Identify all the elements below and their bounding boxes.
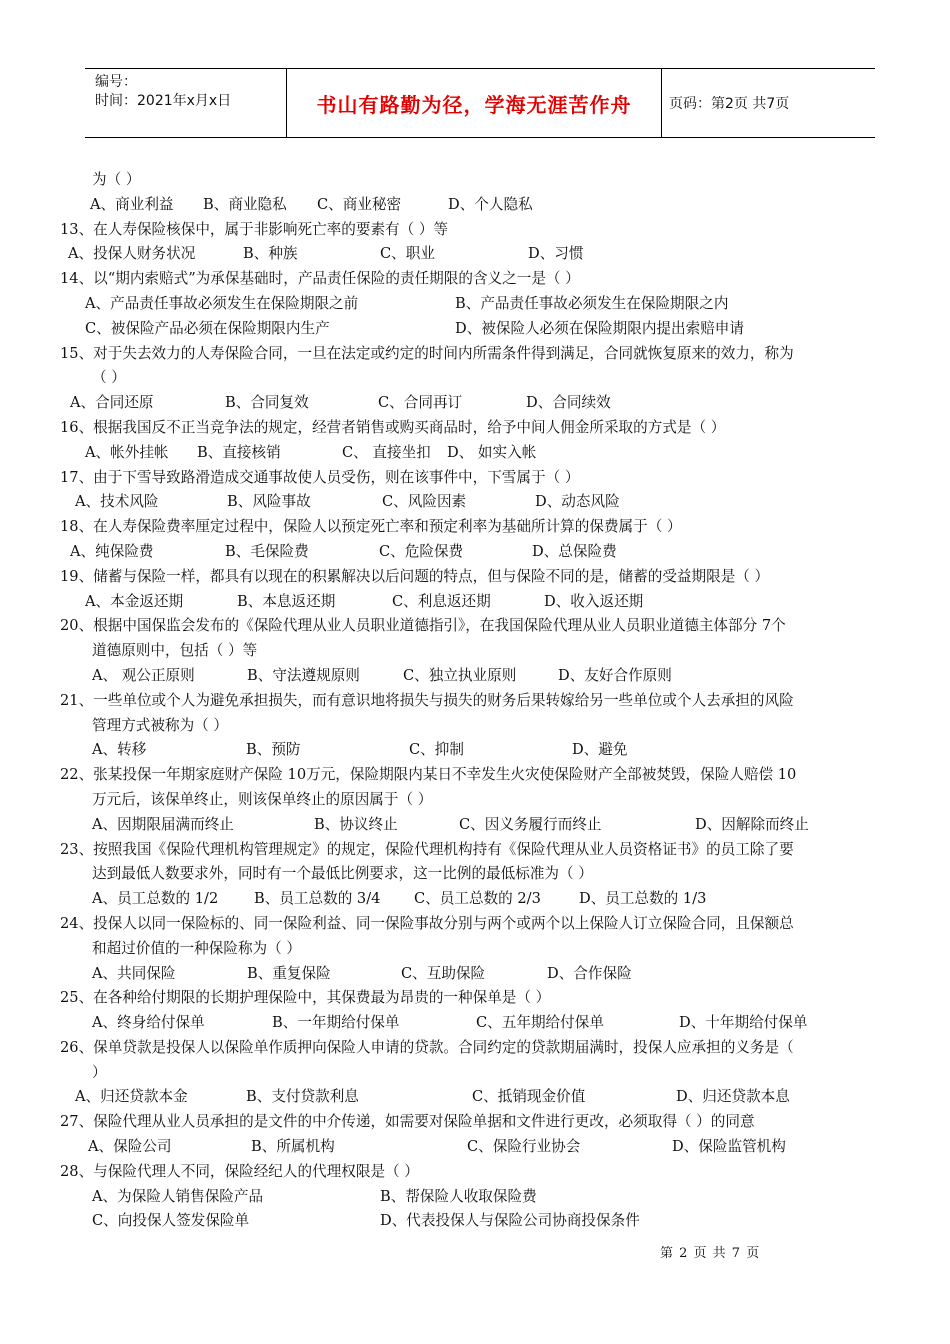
question-number: 18、 <box>60 518 94 536</box>
option-b: B、支付贷款利息 <box>246 1088 359 1106</box>
question-number: 21、 <box>60 691 94 709</box>
question-item <box>60 416 908 466</box>
option-d: D、归还贷款本息 <box>676 1088 790 1106</box>
question-item <box>60 763 908 837</box>
option-b: B、产品责任事故必须发生在保险期限之内 <box>455 294 729 312</box>
document-number-label: 编号： <box>95 74 137 90</box>
option-c: C、商业秘密 <box>317 195 402 213</box>
question-text-continuation: 万元后，该保单终止，则该保单终止的原因属于（ ） <box>92 790 433 808</box>
option-row <box>60 1011 908 1036</box>
option-d: D、合同续效 <box>526 394 611 412</box>
question-stem <box>60 342 908 367</box>
question-text: 根据我国反不正当竞争法的规定，经营者销售或购买商品时，给予中间人佣金所采取的方式是（ ） <box>93 418 726 436</box>
option-b: B、商业隐私 <box>203 195 287 213</box>
option-b: B、帮保险人收取保险费 <box>380 1187 537 1205</box>
question-number: 15、 <box>60 344 94 362</box>
option-row <box>60 540 908 565</box>
page-header <box>85 68 875 138</box>
option-c: C、抑制 <box>409 741 464 759</box>
option-b: B、风险事故 <box>227 493 311 511</box>
question-continuation-text: 为（ ） <box>92 171 141 188</box>
question-number: 20、 <box>60 617 94 635</box>
question-number: 23、 <box>60 840 94 858</box>
question-stem <box>60 912 908 937</box>
question-number: 22、 <box>60 766 94 784</box>
option-c: C、被保险产品必须在保险期限内生产 <box>85 319 330 337</box>
option-a: A、产品责任事故必须发生在保险期限之前 <box>85 294 359 312</box>
question-text: 由于下雪导致路滑造成交通事故使人员受伤，则在该事件中，下雪属于（ ） <box>93 468 580 486</box>
option-c: C、独立执业原则 <box>403 666 517 684</box>
question-stem <box>60 416 908 441</box>
question-text: 张某投保一年期家庭财产保险 10万元，保险期限内某日不幸发生火灾使保险财产全部被焚毁，保险人赔偿 10 <box>93 766 797 784</box>
question-number: 13、 <box>60 220 94 238</box>
option-c: C、五年期给付保单 <box>476 1014 604 1032</box>
option-c: C、职业 <box>380 245 435 263</box>
question-stem <box>60 1110 908 1135</box>
question-item <box>60 614 908 688</box>
question-number: 24、 <box>60 914 94 932</box>
question-stem <box>60 763 908 788</box>
option-d: D、代表投保人与保险公司协商投保条件 <box>380 1212 640 1230</box>
question-number: 19、 <box>60 567 94 585</box>
question-text: 一些单位或个人为避免承担损失，而有意识地将损失与损失的财务后果转嫁给另一些单位或个人去承担的风险 <box>93 691 794 709</box>
question-number: 25、 <box>60 989 94 1007</box>
question-item <box>60 342 908 416</box>
header-left-cell <box>85 69 285 137</box>
question-text: 在人寿保险核保中，属于非影响死亡率的要素有（ ）等 <box>93 220 449 238</box>
option-a: A、为保险人销售保险产品 <box>92 1187 264 1205</box>
question-list <box>60 168 908 1234</box>
option-a: A、 观公正原则 <box>92 666 195 684</box>
option-row <box>60 441 908 466</box>
option-b: B、所属机构 <box>251 1138 335 1156</box>
question-12-continuation <box>60 168 908 218</box>
question-stem <box>60 267 908 292</box>
question-text: 投保人以同一保险标的、同一保险利益、同一保险事故分别与两个或两个以上保险人订立保险合同，且保额总 <box>93 914 794 932</box>
option-d: D、友好合作原则 <box>558 666 672 684</box>
question-text: 在人寿保险费率厘定过程中，保险人以预定死亡率和预定利率为基础所计算的保费属于（ ） <box>93 518 682 536</box>
option-row <box>60 193 908 218</box>
option-b: B、种族 <box>243 245 298 263</box>
option-row <box>60 292 908 317</box>
question-item <box>60 986 908 1036</box>
header-motto: 书山有路勤为径，学海无涯苦作舟 <box>316 92 632 117</box>
option-b: B、协议终止 <box>314 815 398 833</box>
question-item <box>60 912 908 986</box>
option-d: D、员工总数的 1/3 <box>579 890 707 908</box>
page-footer: 第 2 页 共 7 页 <box>660 1246 761 1261</box>
question-number: 28、 <box>60 1162 94 1180</box>
option-b: B、合同复效 <box>225 394 309 412</box>
option-b: B、重复保险 <box>247 964 331 982</box>
option-row <box>60 317 908 342</box>
header-page-cell <box>661 69 875 137</box>
option-row <box>60 1135 908 1160</box>
option-d: D、十年期给付保单 <box>679 1014 808 1032</box>
option-c: C、利息返还期 <box>392 592 491 610</box>
option-a: A、因期限届满而终止 <box>92 815 234 833</box>
question-text: 按照我国《保险代理机构管理规定》的规定，保险代理机构持有《保险代理从业人员资格证书》的员工除了要 <box>93 840 794 858</box>
option-a: A、归还贷款本金 <box>75 1088 188 1106</box>
question-stem <box>60 565 908 590</box>
question-text: 在各种给付期限的长期护理保险中，其保费最为昂贵的一种保单是（ ） <box>93 989 551 1007</box>
question-stem <box>60 466 908 491</box>
option-d: D、合作保险 <box>547 964 632 982</box>
question-text-continuation: （ ） <box>92 369 126 387</box>
option-a: A、合同还原 <box>70 394 154 412</box>
question-text-continuation: 道德原则中，包括（ ）等 <box>92 642 258 660</box>
option-row <box>60 1185 908 1210</box>
option-row <box>60 887 908 912</box>
question-item <box>60 565 908 615</box>
option-c: C、因义务履行而终止 <box>459 815 602 833</box>
option-d: D、个人隐私 <box>448 195 533 213</box>
option-row <box>60 813 908 838</box>
question-text: 对于失去效力的人寿保险合同，一旦在法定或约定的时间内所需条件得到满足，合同就恢复原来的效力，称为 <box>93 344 794 362</box>
question-stem <box>60 689 908 714</box>
option-a: A、本金返还期 <box>85 592 184 610</box>
option-b: B、守法遵规原则 <box>247 666 360 684</box>
option-d: D、习惯 <box>528 245 584 263</box>
header-motto-cell <box>286 69 662 137</box>
question-stem <box>60 515 908 540</box>
option-d: D、被保险人必须在保险期限内提出索赔申请 <box>455 319 744 337</box>
question-stem <box>60 1036 908 1061</box>
question-text: 储蓄与保险一样，都具有以现在的积累解决以后问题的特点，但与保险不同的是，储蓄的受益期限是（ ） <box>93 567 770 585</box>
option-row <box>60 490 908 515</box>
option-c: C、 直接坐扣 <box>342 443 431 461</box>
option-d: D、动态风险 <box>535 493 620 511</box>
question-item <box>60 1036 908 1110</box>
option-b: B、毛保险费 <box>225 542 309 560</box>
option-c: C、保险行业协会 <box>467 1138 581 1156</box>
question-item <box>60 689 908 763</box>
question-number: 14、 <box>60 270 94 288</box>
question-text-continuation: 和超过价值的一种保险称为（ ） <box>92 939 301 957</box>
option-d: D、避免 <box>572 741 628 759</box>
question-item <box>60 838 908 912</box>
question-item <box>60 267 908 341</box>
question-number: 26、 <box>60 1038 94 1056</box>
option-a: A、终身给付保单 <box>92 1014 205 1032</box>
option-d: D、因解除而终止 <box>695 815 809 833</box>
option-b: B、一年期给付保单 <box>272 1014 400 1032</box>
option-c: C、向投保人签发保险单 <box>92 1212 250 1230</box>
option-c: C、员工总数的 2/3 <box>414 890 541 908</box>
question-number: 27、 <box>60 1113 94 1131</box>
question-stem <box>60 1160 908 1185</box>
question-text-continuation: ） <box>92 1063 107 1081</box>
option-b: B、员工总数的 3/4 <box>254 890 381 908</box>
question-item <box>60 1160 908 1234</box>
question-text: 以“期内索赔式”为承保基础时，产品责任保险的责任期限的含义之一是（ ） <box>93 270 580 288</box>
option-d: D、收入返还期 <box>544 592 644 610</box>
option-row <box>60 664 908 689</box>
question-stem <box>60 986 908 1011</box>
option-c: C、危险保费 <box>379 542 464 560</box>
question-item <box>60 515 908 565</box>
option-row <box>60 242 908 267</box>
option-a: A、纯保险费 <box>70 542 154 560</box>
option-b: B、直接核销 <box>197 443 281 461</box>
option-d: D、保险监管机构 <box>672 1138 786 1156</box>
option-row <box>60 962 908 987</box>
question-text: 保单贷款是投保人以保险单作质押向保险人申请的贷款。合同约定的贷款期届满时，投保人应承担的义务是（ <box>93 1038 794 1056</box>
document-time-label: 时间：2021年x月x日 <box>95 93 232 109</box>
option-row <box>60 738 908 763</box>
question-item <box>60 218 908 268</box>
option-row <box>60 1209 908 1234</box>
question-text: 根据中国保监会发布的《保险代理从业人员职业道德指引》，在我国保险代理从业人员职业道德主体部分 7个 <box>93 617 786 635</box>
question-number: 17、 <box>60 468 94 486</box>
option-a: A、投保人财务状况 <box>68 245 196 263</box>
question-text: 保险代理从业人员承担的是文件的中介传递，如需要对保险单据和文件进行更改，必须取得（ ）的同意 <box>93 1113 755 1131</box>
option-c: C、合同再订 <box>378 394 463 412</box>
option-c: C、风险因素 <box>382 493 467 511</box>
question-item <box>60 466 908 516</box>
option-d: D、 如实入帐 <box>447 443 537 461</box>
option-a: A、转移 <box>92 741 147 759</box>
option-row <box>60 391 908 416</box>
option-b: B、本息返还期 <box>237 592 336 610</box>
header-page-number: 页码：第2页 共7页 <box>669 96 790 112</box>
option-a: A、共同保险 <box>92 964 176 982</box>
question-item <box>60 1110 908 1160</box>
question-text-continuation: 管理方式被称为（ ） <box>92 716 228 734</box>
question-text-continuation: 达到最低人数要求外，同时有一个最低比例要求，这一比例的最低标准为（ ） <box>92 865 593 883</box>
option-row <box>60 1085 908 1110</box>
question-stem <box>60 614 908 639</box>
question-text: 与保险代理人不同，保险经纪人的代理权限是（ ） <box>93 1162 419 1180</box>
option-d: D、总保险费 <box>532 542 617 560</box>
question-number: 16、 <box>60 418 94 436</box>
option-a: A、帐外挂帐 <box>85 443 169 461</box>
option-a: A、商业利益 <box>90 195 174 213</box>
option-a: A、保险公司 <box>88 1138 172 1156</box>
option-b: B、预防 <box>246 741 301 759</box>
option-row <box>60 590 908 615</box>
option-a: A、技术风险 <box>75 493 159 511</box>
question-stem <box>60 838 908 863</box>
option-a: A、员工总数的 1/2 <box>92 890 219 908</box>
option-c: C、互助保险 <box>401 964 486 982</box>
option-c: C、抵销现金价值 <box>472 1088 586 1106</box>
question-stem <box>60 218 908 243</box>
